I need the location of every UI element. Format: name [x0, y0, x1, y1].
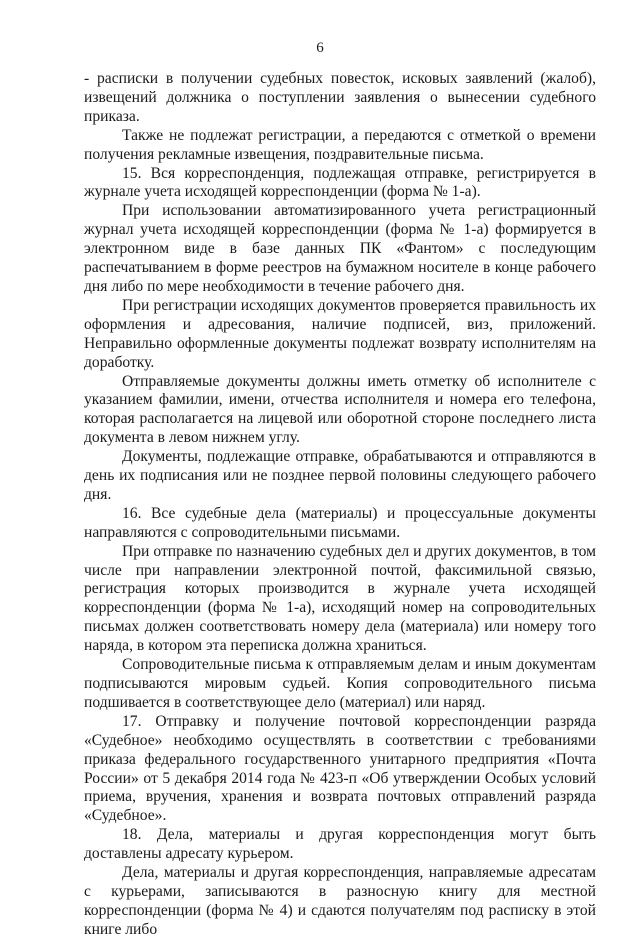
paragraph: 17. Отправку и получение почтовой корреспонденции разряда «Судебное» необходимо осуществлять в соответствии с требованиями приказа федерального государственного унитарного предприятия «Почта России» от 5 декабря 2014 года № 423-п «Об утверждении Особых условий приема, вручения, хранения и возврата почтовых отправлений разряда «Судебное».	[84, 712, 596, 825]
paragraph: - расписки в получении судебных повесток, исковых заявлений (жалоб), извещений должника о поступлении заявления о вынесении судебного приказа.	[84, 70, 596, 125]
paragraph: При регистрации исходящих документов проверяется правильность их оформления и адресования, наличие подписей, виз, приложений. Неправильно оформленные документы подлежат возврату исполнителям на доработку.	[84, 296, 596, 371]
paragraph: Сопроводительные письма к отправляемым делам и иным документам подписываются мировым судьей. Копия сопроводительного письма подшивается в соответствующее дело (материал) или наряд.	[84, 656, 596, 711]
document-body	[84, 70, 596, 940]
paragraph: Дела, материалы и другая корреспонденция, направляемые адресатам с курьерами, записываются в разносную книгу для местной корреспонденции (форма № 4) и сдаются получателям под расписку в этой книге либо	[84, 864, 596, 938]
paragraph: Также не подлежат регистрации, а передаются с отметкой о времени получения рекламные извещения, поздравительные письма.	[84, 126, 596, 163]
paragraph: При использовании автоматизированного учета регистрационный журнал учета исходящей корреспонденции (форма № 1-а) формируется в электронном виде в базе данных ПК «Фантом» с последующим распечатыванием в форме реестров на бумажном носителе в конце рабочего дня либо по мере необходимости в течение рабочего дня.	[84, 202, 596, 295]
paragraph: Отправляемые документы должны иметь отметку об исполнителе с указанием фамилии, имени, отчества исполнителя и номера его телефона, которая располагается на лицевой или оборотной стороне последнего листа документа в левом нижнем углу.	[84, 372, 596, 447]
page-number: 6	[316, 40, 324, 56]
paragraph: 15. Вся корреспонденция, подлежащая отправке, регистрируется в журнале учета исходящей корреспонденции (форма № 1-а).	[84, 164, 596, 201]
paragraph: 16. Все судебные дела (материалы) и процессуальные документы направляются с сопроводительными письмами.	[84, 504, 596, 541]
paragraph: При отправке по назначению судебных дел и других документов, в том числе при направлении электронной почтой, факсимильной связью, регистрация которых производится в журнале учета исходящей корреспонденции (форма № 1-а), исходящий номер на сопроводительных письмах должен соответствовать номеру дела (материала) или номеру того наряда, в котором эта переписка должна храниться.	[84, 542, 596, 655]
paragraph: 18. Дела, материалы и другая корреспонденция могут быть доставлены адресату курьером.	[84, 826, 596, 863]
paragraph: Документы, подлежащие отправке, обрабатываются и отправляются в день их подписания или не позднее первой половины следующего рабочего дня.	[84, 448, 596, 503]
